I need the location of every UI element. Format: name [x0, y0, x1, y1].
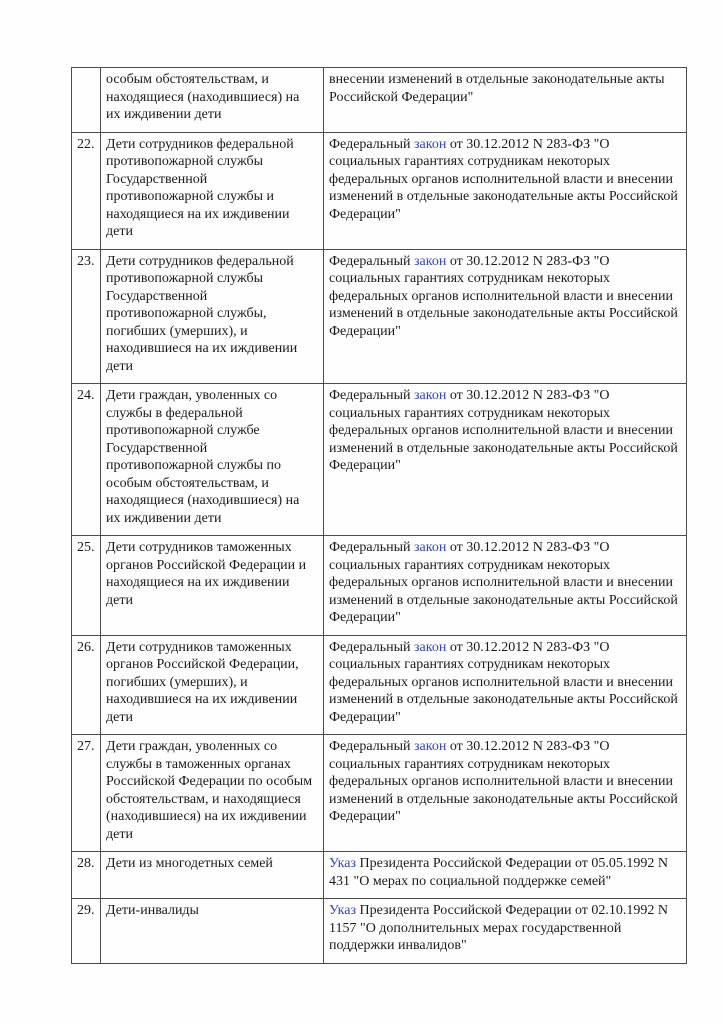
children-categories-table — [71, 67, 687, 964]
category-cell: Дети сотрудников таможенных органов Российской Федерации, погибших (умерших), и находившиеся на их иждивении дети — [101, 635, 324, 735]
row-number-cell: 28. — [72, 852, 101, 899]
law-link[interactable]: закон — [414, 388, 447, 403]
law-link[interactable]: закон — [414, 639, 447, 655]
legal-basis-cell — [324, 852, 687, 899]
legal-basis-cell — [324, 68, 687, 133]
legal-text: Президента Российской Федерации от 02.10.1992 N 1157 "О дополнительных мерах государственной поддержки инвалидов" — [329, 903, 669, 953]
row-number-cell: 29. — [72, 899, 101, 964]
legal-basis-cell — [324, 899, 687, 964]
category-cell: Дети граждан, уволенных со службы в таможенных органах Российской Федерации по особым обстоятельствам, и находящиеся (находившиеся) на их иждивении дети — [101, 735, 324, 852]
table-row — [72, 735, 687, 852]
legal-text: Федеральный — [329, 540, 415, 555]
category-cell: Дети из многодетных семей — [101, 852, 324, 899]
row-number-cell: 23. — [72, 249, 101, 384]
legal-text: Федеральный — [329, 639, 415, 655]
legal-text: от 30.12.2012 N 283-ФЗ "О социальных гарантиях сотрудникам некоторых федеральных органов исполнительной власти и внесении изменений в отдельные законодательные акты Российской Федерации" — [329, 136, 678, 222]
category-cell: Дети сотрудников федеральной противопожарной службы Государственной противопожарной службы, погибших (умерших), и находившиеся на их иждивении дети — [101, 249, 324, 384]
legal-basis-cell — [324, 536, 687, 636]
row-number-cell: 25. — [72, 536, 101, 636]
table-row — [72, 536, 687, 636]
legal-text: от 30.12.2012 N 283-ФЗ "О социальных гарантиях сотрудникам некоторых федеральных органов исполнительной власти и внесении изменений в отдельные законодательные акты Российской Федерации" — [329, 639, 678, 725]
table-row — [72, 635, 687, 735]
legal-text: от 30.12.2012 N 283-ФЗ "О социальных гарантиях сотрудникам некоторых федеральных органов исполнительной власти и внесении изменений в отдельные законодательные акты Российской Федерации" — [329, 253, 678, 339]
table-row — [72, 852, 687, 899]
legal-basis-cell — [324, 735, 687, 852]
legal-basis-cell — [324, 635, 687, 735]
law-link[interactable]: закон — [414, 253, 447, 269]
legal-text: Федеральный — [329, 136, 415, 152]
legal-text: Федеральный — [329, 253, 415, 269]
legal-text: от 30.12.2012 N 283-ФЗ "О социальных гарантиях сотрудникам некоторых федеральных органов исполнительной власти и внесении изменений в отдельные законодательные акты Российской Федерации" — [329, 388, 678, 473]
category-cell: Дети сотрудников федеральной противопожарной службы Государственной противопожарной службы и находящиеся на их иждивении дети — [101, 132, 324, 249]
legal-text: Президента Российской Федерации от 05.05.1992 N 431 "О мерах по социальной поддержке семей" — [329, 856, 669, 889]
legal-basis-cell — [324, 132, 687, 249]
table-row — [72, 132, 687, 249]
table-row — [72, 384, 687, 536]
table-row — [72, 899, 687, 964]
legal-basis-cell — [324, 384, 687, 536]
table-row — [72, 68, 687, 133]
legal-text: от 30.12.2012 N 283-ФЗ "О социальных гарантиях сотрудникам некоторых федеральных органов исполнительной власти и внесении изменений в отдельные законодательные акты Российской Федерации" — [329, 739, 678, 824]
row-number-cell: 22. — [72, 132, 101, 249]
row-number-cell: 24. — [72, 384, 101, 536]
row-number-cell — [72, 68, 101, 133]
row-number-cell: 27. — [72, 735, 101, 852]
legal-basis-cell — [324, 249, 687, 384]
decree-link[interactable]: Указ — [329, 903, 357, 918]
category-cell: Дети-инвалиды — [101, 899, 324, 964]
row-number-cell: 26. — [72, 635, 101, 735]
legal-text: Федеральный — [329, 388, 415, 403]
law-link[interactable]: закон — [414, 136, 447, 152]
category-cell: особым обстоятельствам, и находящиеся (находившиеся) на их иждивении дети — [101, 68, 324, 133]
category-cell: Дети сотрудников таможенных органов Российской Федерации и находящиеся на их иждивении дети — [101, 536, 324, 636]
table-row — [72, 249, 687, 384]
law-link[interactable]: закон — [414, 739, 447, 754]
legal-text: от 30.12.2012 N 283-ФЗ "О социальных гарантиях сотрудникам некоторых федеральных органов исполнительной власти и внесении изменений в отдельные законодательные акты Российской Федерации" — [329, 540, 678, 625]
law-link[interactable]: закон — [414, 540, 447, 555]
legal-text: Федеральный — [329, 739, 415, 754]
decree-link[interactable]: Указ — [329, 856, 357, 871]
legal-text: внесении изменений в отдельные законодательные акты Российской Федерации" — [329, 72, 665, 105]
category-cell: Дети граждан, уволенных со службы в федеральной противопожарной службе Государственной противопожарной службы по особым обстоятельствам, и находящиеся (находившиеся) на их иждивении дети — [101, 384, 324, 536]
